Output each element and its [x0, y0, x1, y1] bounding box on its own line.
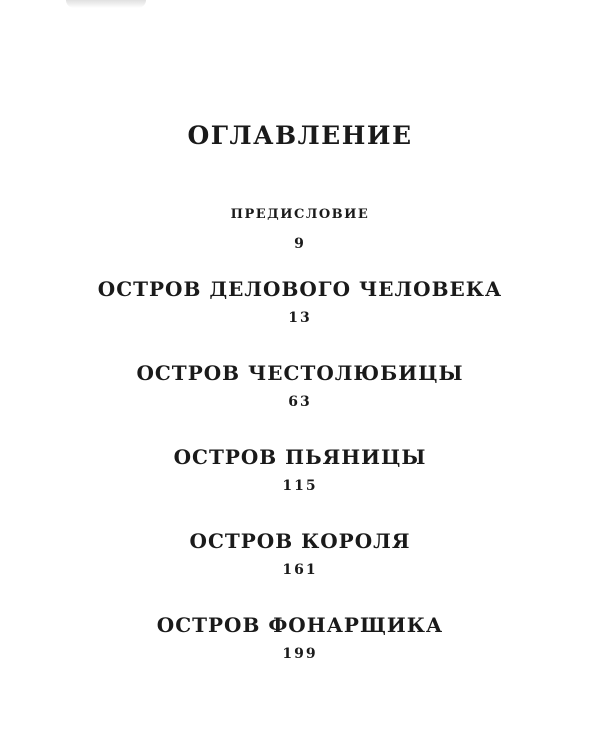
- toc-list: [0, 203, 600, 665]
- scan-shadow: [66, 0, 146, 8]
- toc-entry-king: [0, 527, 600, 581]
- toc-entry-lamplighter: [0, 611, 600, 665]
- toc-entry-page-number: 9: [294, 236, 306, 252]
- toc-entry-preface: [0, 203, 600, 255]
- toc-entry-title: ОСТРОВ ДЕЛОВОГО ЧЕЛОВЕКА: [97, 277, 503, 301]
- page-title: ОГЛАВЛЕНИЕ: [187, 120, 413, 150]
- toc-entry-title: ОСТРОВ ФОНАРЩИКА: [156, 613, 444, 637]
- toc-entry-page-number: 13: [288, 310, 312, 326]
- toc-entry-page-number: 115: [282, 478, 318, 494]
- toc-entry-page-number: 63: [288, 394, 312, 410]
- toc-entry-page-number: 161: [282, 562, 318, 578]
- toc-entry-title: ОСТРОВ ЧЕСТОЛЮБИЦЫ: [136, 361, 464, 385]
- toc-entry-vain-woman: [0, 359, 600, 413]
- toc-entry-page-number: 199: [282, 646, 318, 662]
- toc-entry-title: ПРЕДИСЛОВИЕ: [230, 207, 370, 222]
- toc-entry-title: ОСТРОВ КОРОЛЯ: [189, 529, 411, 553]
- toc-entry-businessman: [0, 275, 600, 329]
- toc-entry-title: ОСТРОВ ПЬЯНИЦЫ: [173, 445, 427, 469]
- toc-entry-drunkard: [0, 443, 600, 497]
